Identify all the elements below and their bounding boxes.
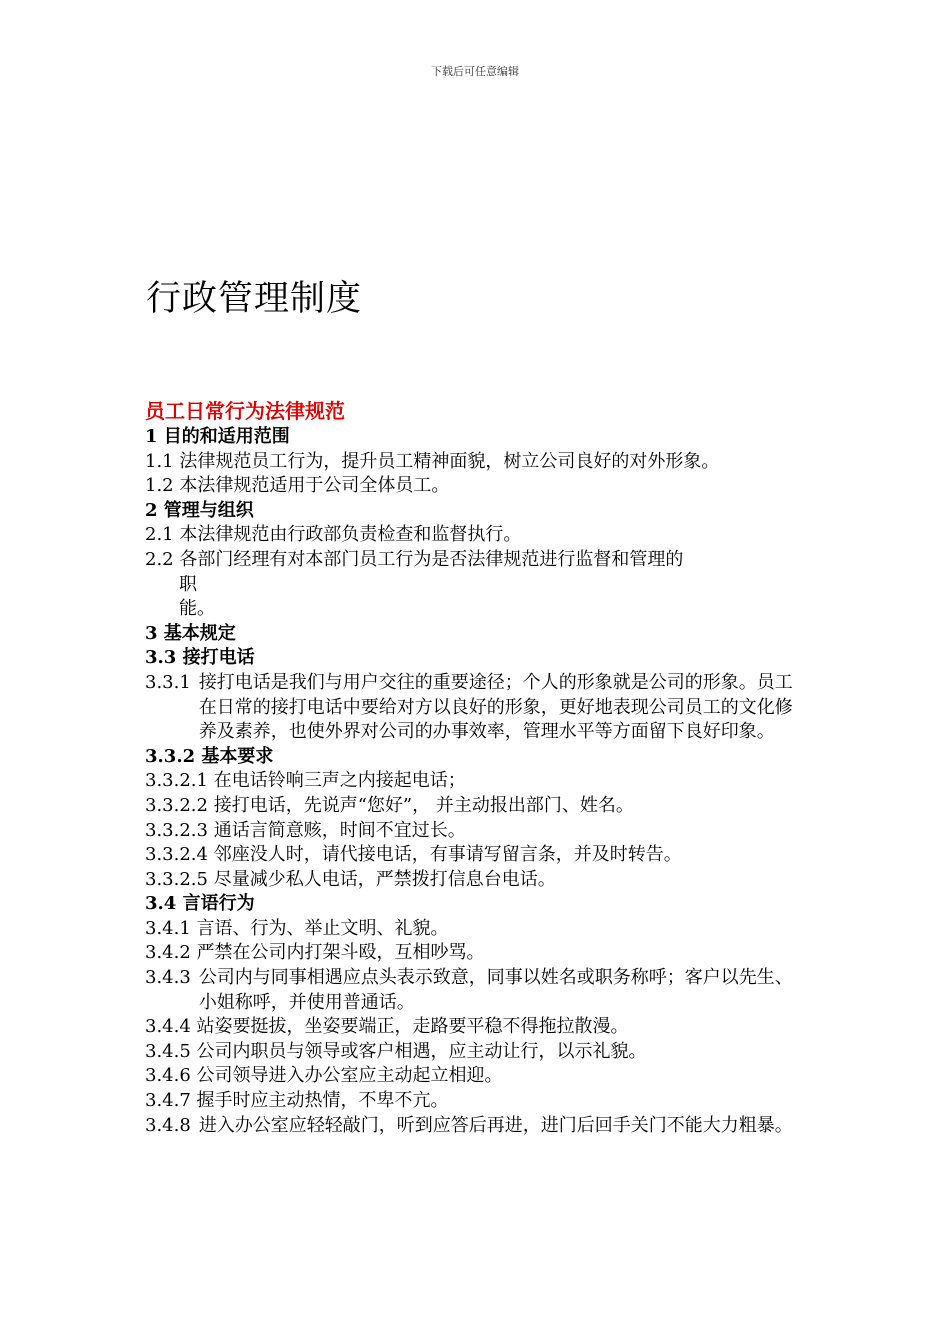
paragraph-number: 3.4.3 <box>145 967 191 989</box>
heading-3-3-2: 3.3.2 基本要求 <box>145 745 274 767</box>
paragraph-number: 3.3.1 <box>145 671 191 693</box>
paragraph-3-3-2-3: 3.3.2.3 通话言简意赅，时间不宜过长。 <box>145 819 466 841</box>
heading-1: 1 目的和适用范围 <box>145 426 290 447</box>
paragraph-3-3-1 <box>145 671 810 745</box>
paragraph-3-3-2-2: 3.3.2.2 接打电话，先说声“您好”， 并主动报出部门、姓名。 <box>145 794 634 816</box>
paragraph-3-4-1: 3.4.1 言语、行为、举止文明、礼貌。 <box>145 917 449 939</box>
paragraph-3-4-5: 3.4.5 公司内职员与领导或客户相遇，应主动让行，以示礼貌。 <box>145 1040 647 1062</box>
paragraph-3-4-6: 3.4.6 公司领导进入办公室应主动起立相迎。 <box>145 1065 503 1087</box>
paragraph-3-3-2-5: 3.3.2.5 尽量减少私人电话，严禁拨打信息台电话。 <box>145 868 556 890</box>
paragraph-3-4-3 <box>145 966 810 1015</box>
heading-2: 2 管理与组织 <box>145 499 254 521</box>
paragraph-text: 进入办公室应轻轻敲门，听到应答后再进，进门后回手关门不能大力粗暴。 <box>198 1114 793 1136</box>
paragraph-2-2-line-2: 职 <box>179 573 197 595</box>
heading-3: 3 基本规定 <box>145 622 236 644</box>
page-header-note: 下载后可任意编辑 <box>431 65 519 78</box>
paragraph-1-2: 1.2 本法律规范适用于公司全体员工。 <box>145 475 450 497</box>
paragraph-3-4-4: 3.4.4 站姿要挺拔，坐姿要端正，走路要平稳不得拖拉散漫。 <box>145 1016 629 1038</box>
paragraph-3-3-2-4: 3.3.2.4 邻座没人时，请代接电话，有事请写留言条，并及时转告。 <box>145 844 682 866</box>
paragraph-2-2-line-1: 2.2 各部门经理有对本部门员工行为是否法律规范进行监督和管理的 <box>145 548 684 570</box>
paragraph-1-1: 1.1 法律规范员工行为，提升员工精神面貌，树立公司良好的对外形象。 <box>145 450 720 472</box>
paragraph-2-1: 2.1 本法律规范由行政部负责检查和监督执行。 <box>145 524 522 546</box>
paragraph-3-4-2: 3.4.2 严禁在公司内打架斗殴，互相吵骂。 <box>145 942 485 964</box>
paragraph-2-2-line-3: 能。 <box>179 598 215 620</box>
heading-3-4: 3.4 言语行为 <box>145 893 255 915</box>
paragraph-text: 公司内与同事相遇应点头表示致意，同事以姓名或职务称呼；客户以先生、小姐称呼，并使用普通话。 <box>198 967 793 1013</box>
paragraph-text: 接打电话是我们与用户交往的重要途径；个人的形象就是公司的形象。员工在日常的接打电话中要给对方以良好的形象，更好地表现公司员工的文化修养及素养，也使外界对公司的办事效率，管理水平等方面留下良好印象。 <box>198 671 793 743</box>
heading-3-3: 3.3 接打电话 <box>145 647 255 669</box>
document-body <box>145 397 810 1138</box>
paragraph-number: 3.4.8 <box>145 1114 191 1136</box>
paragraph-3-3-2-1: 3.3.2.1 在电话铃响三声之内接起电话； <box>145 770 466 792</box>
paragraph-3-4-8 <box>145 1114 810 1139</box>
paragraph-3-4-7: 3.4.7 握手时应主动热情，不卑不亢。 <box>145 1090 449 1112</box>
section-title: 员工日常行为法律规范 <box>145 399 345 423</box>
document-title: 行政管理制度 <box>146 279 363 319</box>
